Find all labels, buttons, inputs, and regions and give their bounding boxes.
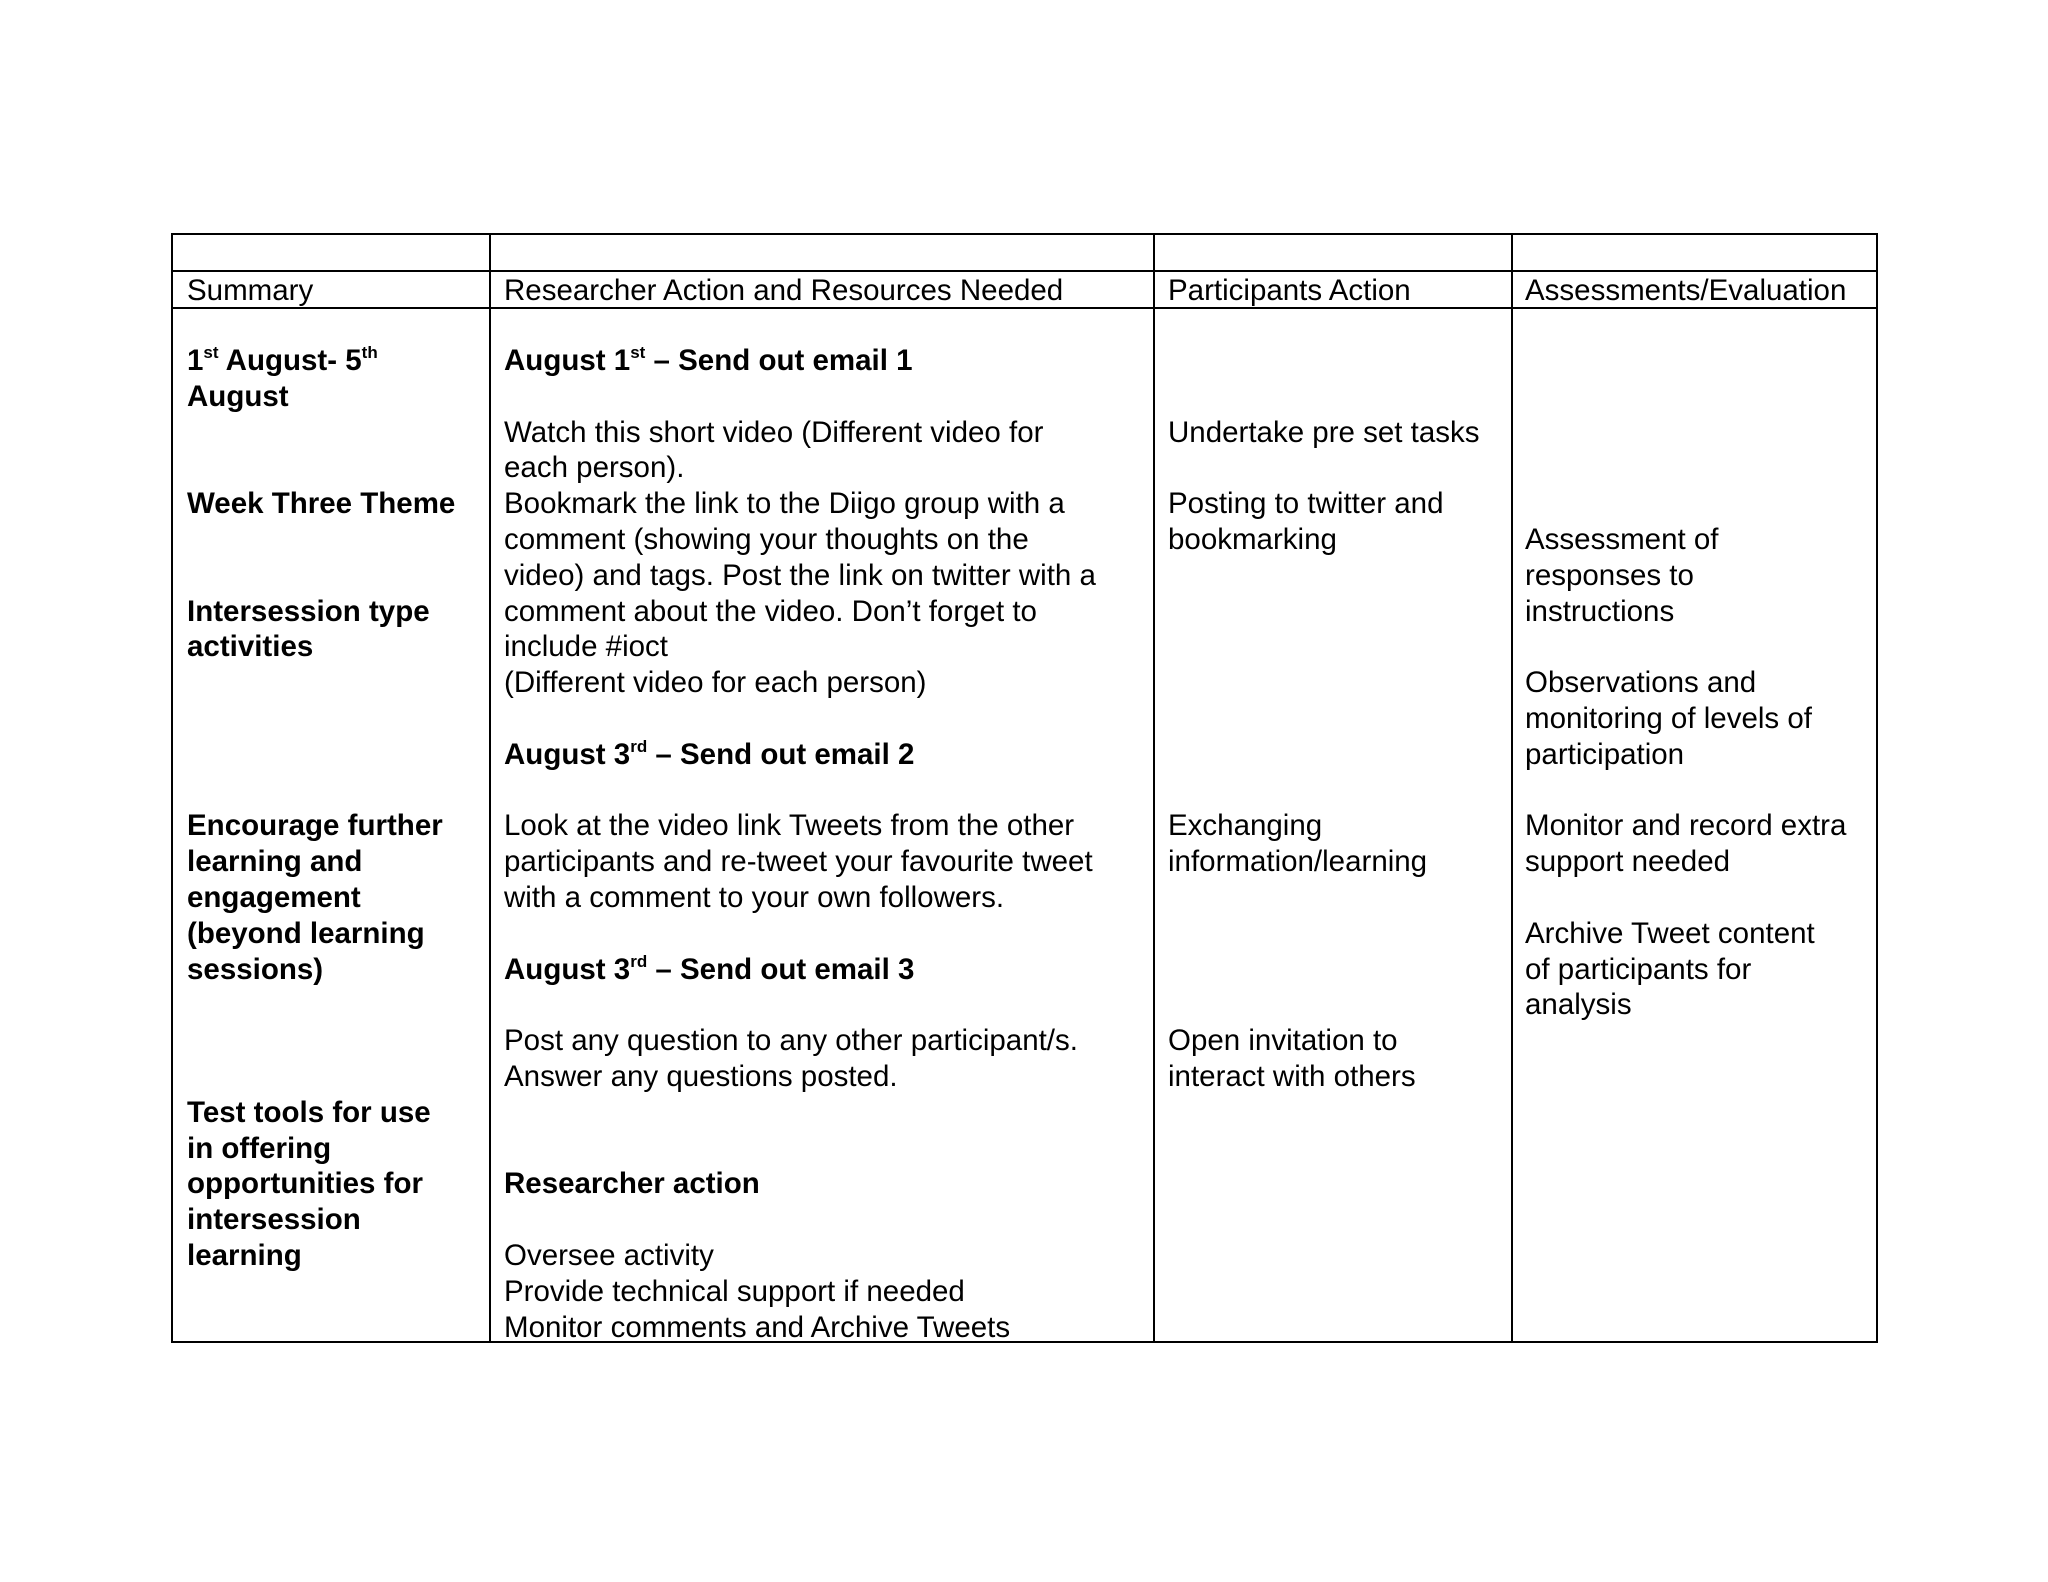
assessment-line: monitoring of levels of — [1525, 701, 1812, 735]
date-range: 1st August- 5th — [187, 343, 378, 377]
intersession-line: activities — [187, 630, 314, 664]
column-divider — [489, 235, 491, 1341]
assessment-line: instructions — [1525, 594, 1675, 628]
schedule-table — [171, 233, 1878, 1343]
test-tools-line: opportunities for — [187, 1167, 423, 1201]
column-divider — [1511, 235, 1513, 1341]
test-tools-line: intersession — [187, 1203, 361, 1237]
assessment-line: Archive Tweet content — [1525, 916, 1815, 950]
header-assessments: Assessments/Evaluation — [1525, 274, 1847, 307]
researcher-action-line: Monitor comments and Archive Tweets — [504, 1310, 1011, 1344]
participants-cell — [1168, 343, 1480, 1095]
email1-body-line: (Different video for each person) — [504, 666, 927, 700]
assessment-line: responses to — [1525, 558, 1694, 592]
intersession-line: Intersession type — [187, 594, 430, 628]
email2-heading: August 3rd – Send out email 2 — [504, 736, 915, 771]
email1-body-line: Bookmark the link to the Diigo group with a — [504, 487, 1065, 521]
email3-heading: August 3rd – Send out email 3 — [504, 951, 915, 986]
researcher-action-line: Oversee activity — [504, 1238, 714, 1272]
email1-body-line: comment about the video. Don’t forget to — [504, 594, 1037, 628]
participant-action-line: Open invitation to — [1168, 1024, 1398, 1058]
email3-body-line: Answer any questions posted. — [504, 1059, 898, 1093]
email1-body-line: Watch this short video (Different video for — [504, 415, 1044, 449]
email1-body-line: comment (showing your thoughts on the — [504, 522, 1029, 556]
email1-heading: August 1st – Send out email 1 — [504, 343, 913, 377]
test-tools-line: learning — [187, 1238, 302, 1272]
participant-action-line: Posting to twitter and — [1168, 487, 1444, 521]
email2-body-line: participants and re-tweet your favourite tweet — [504, 845, 1093, 879]
email1-body-line: include #ioct — [504, 630, 668, 664]
assessment-line: analysis — [1525, 988, 1632, 1022]
encourage-line: (beyond learning — [187, 916, 425, 950]
assessment-line: Monitor and record extra — [1525, 809, 1847, 843]
participant-action-line: bookmarking — [1168, 522, 1337, 556]
assessment-line: participation — [1525, 737, 1685, 771]
test-tools-line: Test tools for use — [187, 1095, 431, 1129]
participant-action-line: interact with others — [1168, 1059, 1416, 1093]
header-participants-action: Participants Action — [1168, 274, 1411, 307]
participant-action-line: information/learning — [1168, 845, 1428, 879]
header-summary: Summary — [187, 274, 314, 307]
participant-action-line: Exchanging — [1168, 809, 1323, 843]
participant-action-line: Undertake pre set tasks — [1168, 415, 1480, 449]
email1-body-line: video) and tags. Post the link on twitter with a — [504, 558, 1096, 592]
assessment-line: of participants for — [1525, 952, 1752, 986]
assessments-cell — [1525, 343, 1846, 1023]
researcher-action-heading: Researcher action — [504, 1167, 760, 1201]
email2-body-line: Look at the video link Tweets from the other — [504, 809, 1075, 843]
summary-cell — [187, 343, 455, 1274]
encourage-line: Encourage further — [187, 809, 443, 843]
encourage-line: engagement — [187, 880, 361, 914]
assessment-line: Observations and — [1525, 666, 1757, 700]
email2-body-line: with a comment to your own followers. — [504, 880, 1005, 914]
assessment-line: Assessment of — [1525, 522, 1719, 556]
week-theme: Week Three Theme — [187, 487, 456, 521]
date-range-end: August — [187, 379, 289, 413]
email3-body-line: Post any question to any other participant/s. — [504, 1024, 1078, 1058]
encourage-line: learning and — [187, 845, 363, 879]
encourage-line: sessions) — [187, 952, 324, 986]
researcher-cell — [504, 343, 1096, 1345]
email1-body-line: each person). — [504, 451, 685, 485]
researcher-action-line: Provide technical support if needed — [504, 1274, 965, 1308]
assessment-line: support needed — [1525, 845, 1731, 879]
test-tools-line: in offering — [187, 1131, 332, 1165]
header-researcher-action: Researcher Action and Resources Needed — [504, 274, 1064, 307]
column-divider — [1153, 235, 1155, 1341]
